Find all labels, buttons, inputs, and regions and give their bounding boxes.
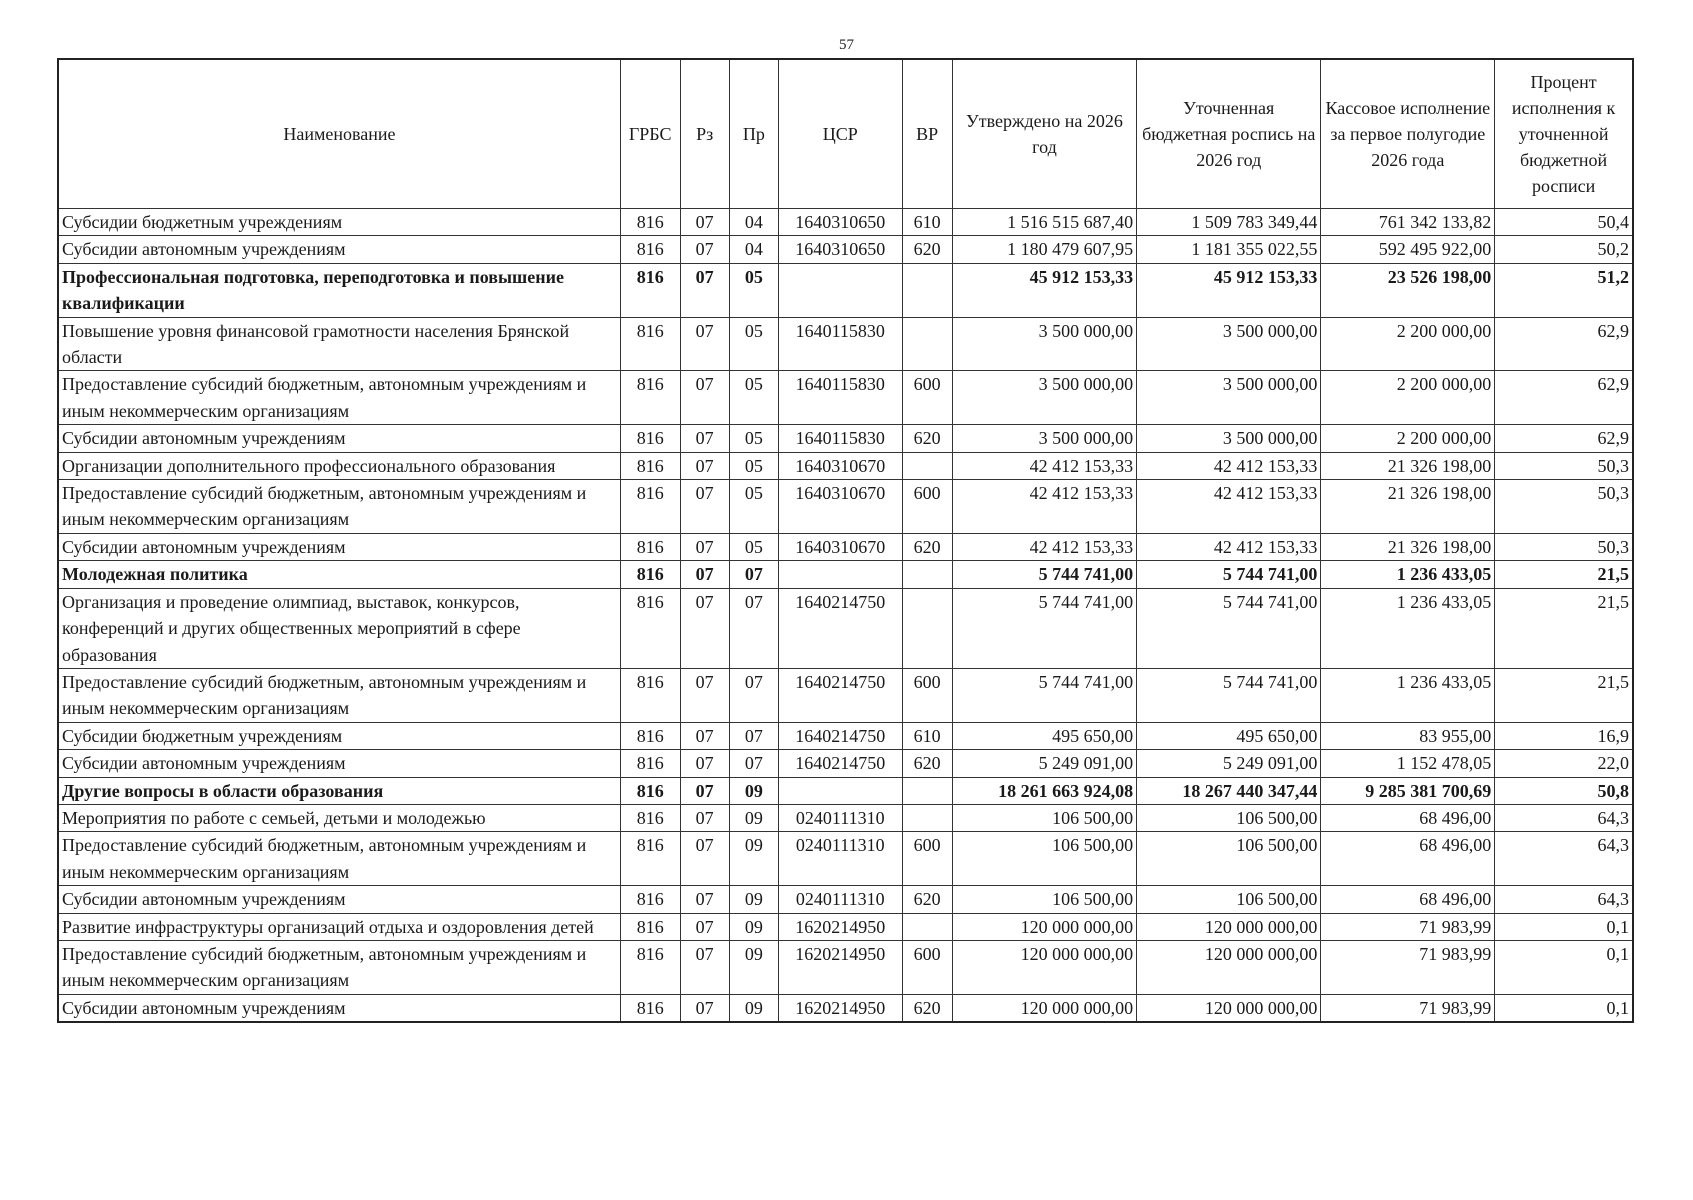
cell-csr: 1640310650 — [778, 209, 902, 236]
cell-refined: 1 509 783 349,44 — [1137, 209, 1321, 236]
cell-percent: 0,1 — [1495, 994, 1633, 1022]
cell-vr — [902, 804, 952, 831]
cell-csr — [778, 561, 902, 588]
cell-name: Мероприятия по работе с семьей, детьми и молодежью — [58, 804, 620, 831]
cell-cash: 71 983,99 — [1321, 994, 1495, 1022]
header-csr: ЦСР — [778, 59, 902, 209]
cell-percent: 64,3 — [1495, 886, 1633, 913]
cell-csr: 1640214750 — [778, 722, 902, 749]
table-row — [58, 588, 1633, 668]
cell-percent: 0,1 — [1495, 913, 1633, 940]
cell-grbs: 816 — [620, 425, 680, 452]
cell-vr — [902, 561, 952, 588]
cell-csr — [778, 263, 902, 317]
cell-refined: 42 412 153,33 — [1137, 480, 1321, 534]
cell-vr — [902, 777, 952, 804]
cell-percent: 22,0 — [1495, 750, 1633, 777]
cell-approved: 1 180 479 607,95 — [952, 236, 1136, 263]
cell-percent: 50,3 — [1495, 533, 1633, 560]
cell-approved: 18 261 663 924,08 — [952, 777, 1136, 804]
cell-rz: 07 — [680, 886, 729, 913]
cell-percent: 62,9 — [1495, 371, 1633, 425]
header-pr: Пр — [729, 59, 778, 209]
cell-percent: 21,5 — [1495, 561, 1633, 588]
cell-rz: 07 — [680, 425, 729, 452]
cell-grbs: 816 — [620, 777, 680, 804]
cell-name: Организации дополнительного профессионального образования — [58, 452, 620, 479]
cell-vr: 620 — [902, 425, 952, 452]
cell-refined: 5 744 741,00 — [1137, 588, 1321, 668]
cell-name: Предоставление субсидий бюджетным, автономным учреждениям и иным некоммерческим организациям — [58, 832, 620, 886]
cell-cash: 1 152 478,05 — [1321, 750, 1495, 777]
table-row — [58, 480, 1633, 534]
cell-name: Предоставление субсидий бюджетным, автономным учреждениям и иным некоммерческим организациям — [58, 940, 620, 994]
budget-table — [57, 58, 1634, 1023]
cell-cash: 68 496,00 — [1321, 832, 1495, 886]
cell-vr — [902, 452, 952, 479]
cell-pr: 05 — [729, 371, 778, 425]
cell-vr: 600 — [902, 940, 952, 994]
cell-csr: 0240111310 — [778, 886, 902, 913]
table-row — [58, 209, 1633, 236]
table-row — [58, 668, 1633, 722]
header-cash: Кассовое исполнение за первое полугодие 2026 года — [1321, 59, 1495, 209]
header-rz: Рз — [680, 59, 729, 209]
cell-cash: 71 983,99 — [1321, 940, 1495, 994]
cell-name: Предоставление субсидий бюджетным, автономным учреждениям и иным некоммерческим организациям — [58, 668, 620, 722]
cell-approved: 3 500 000,00 — [952, 371, 1136, 425]
header-refined: Уточненная бюджетная роспись на 2026 год — [1137, 59, 1321, 209]
cell-vr: 620 — [902, 886, 952, 913]
cell-pr: 05 — [729, 425, 778, 452]
cell-grbs: 816 — [620, 533, 680, 560]
cell-vr — [902, 317, 952, 371]
cell-refined: 3 500 000,00 — [1137, 317, 1321, 371]
cell-refined: 42 412 153,33 — [1137, 533, 1321, 560]
cell-cash: 21 326 198,00 — [1321, 533, 1495, 560]
cell-rz: 07 — [680, 209, 729, 236]
cell-grbs: 816 — [620, 588, 680, 668]
cell-name: Субсидии автономным учреждениям — [58, 533, 620, 560]
cell-approved: 106 500,00 — [952, 886, 1136, 913]
cell-csr: 1620214950 — [778, 913, 902, 940]
cell-percent: 50,8 — [1495, 777, 1633, 804]
cell-csr: 1620214950 — [778, 940, 902, 994]
page-number: 57 — [839, 37, 854, 53]
cell-approved: 3 500 000,00 — [952, 425, 1136, 452]
cell-name: Субсидии автономным учреждениям — [58, 886, 620, 913]
cell-name: Субсидии автономным учреждениям — [58, 750, 620, 777]
cell-name: Развитие инфраструктуры организаций отдыха и оздоровления детей — [58, 913, 620, 940]
cell-percent: 64,3 — [1495, 804, 1633, 831]
cell-pr: 09 — [729, 913, 778, 940]
cell-cash: 1 236 433,05 — [1321, 588, 1495, 668]
cell-pr: 07 — [729, 750, 778, 777]
cell-cash: 2 200 000,00 — [1321, 425, 1495, 452]
cell-percent: 62,9 — [1495, 425, 1633, 452]
cell-vr — [902, 913, 952, 940]
cell-percent: 50,3 — [1495, 452, 1633, 479]
cell-cash: 761 342 133,82 — [1321, 209, 1495, 236]
cell-name: Субсидии автономным учреждениям — [58, 425, 620, 452]
cell-pr: 05 — [729, 533, 778, 560]
cell-rz: 07 — [680, 533, 729, 560]
cell-vr — [902, 588, 952, 668]
cell-pr: 09 — [729, 886, 778, 913]
cell-cash: 1 236 433,05 — [1321, 668, 1495, 722]
cell-rz: 07 — [680, 588, 729, 668]
cell-approved: 120 000 000,00 — [952, 994, 1136, 1022]
table-row — [58, 425, 1633, 452]
cell-rz: 07 — [680, 994, 729, 1022]
cell-percent: 51,2 — [1495, 263, 1633, 317]
cell-vr: 600 — [902, 480, 952, 534]
cell-grbs: 816 — [620, 452, 680, 479]
table-row — [58, 886, 1633, 913]
cell-cash: 592 495 922,00 — [1321, 236, 1495, 263]
cell-rz: 07 — [680, 750, 729, 777]
cell-vr: 620 — [902, 533, 952, 560]
cell-cash: 83 955,00 — [1321, 722, 1495, 749]
cell-grbs: 816 — [620, 371, 680, 425]
header-approved: Утверждено на 2026 год — [952, 59, 1136, 209]
cell-refined: 5 744 741,00 — [1137, 668, 1321, 722]
cell-grbs: 816 — [620, 209, 680, 236]
cell-grbs: 816 — [620, 561, 680, 588]
cell-approved: 1 516 515 687,40 — [952, 209, 1136, 236]
cell-grbs: 816 — [620, 940, 680, 994]
cell-approved: 106 500,00 — [952, 804, 1136, 831]
cell-csr: 1640310670 — [778, 533, 902, 560]
cell-vr: 600 — [902, 832, 952, 886]
cell-refined: 42 412 153,33 — [1137, 452, 1321, 479]
cell-name: Молодежная политика — [58, 561, 620, 588]
cell-percent: 21,5 — [1495, 668, 1633, 722]
cell-csr: 1640115830 — [778, 371, 902, 425]
cell-grbs: 816 — [620, 832, 680, 886]
cell-csr: 1620214950 — [778, 994, 902, 1022]
cell-refined: 120 000 000,00 — [1137, 994, 1321, 1022]
cell-refined: 106 500,00 — [1137, 886, 1321, 913]
header-vr: ВР — [902, 59, 952, 209]
cell-percent: 62,9 — [1495, 317, 1633, 371]
cell-pr: 04 — [729, 236, 778, 263]
cell-name: Субсидии автономным учреждениям — [58, 236, 620, 263]
cell-rz: 07 — [680, 832, 729, 886]
cell-vr: 620 — [902, 994, 952, 1022]
cell-csr: 1640115830 — [778, 317, 902, 371]
cell-pr: 05 — [729, 452, 778, 479]
table-row — [58, 317, 1633, 371]
cell-approved: 495 650,00 — [952, 722, 1136, 749]
cell-refined: 495 650,00 — [1137, 722, 1321, 749]
cell-approved: 5 744 741,00 — [952, 588, 1136, 668]
cell-rz: 07 — [680, 940, 729, 994]
cell-csr: 0240111310 — [778, 804, 902, 831]
cell-rz: 07 — [680, 668, 729, 722]
cell-rz: 07 — [680, 317, 729, 371]
cell-percent: 50,2 — [1495, 236, 1633, 263]
cell-refined: 3 500 000,00 — [1137, 425, 1321, 452]
cell-refined: 5 249 091,00 — [1137, 750, 1321, 777]
cell-pr: 05 — [729, 480, 778, 534]
cell-rz: 07 — [680, 722, 729, 749]
cell-rz: 07 — [680, 804, 729, 831]
cell-refined: 45 912 153,33 — [1137, 263, 1321, 317]
cell-refined: 1 181 355 022,55 — [1137, 236, 1321, 263]
cell-approved: 5 249 091,00 — [952, 750, 1136, 777]
cell-cash: 71 983,99 — [1321, 913, 1495, 940]
cell-csr: 1640310670 — [778, 452, 902, 479]
cell-rz: 07 — [680, 371, 729, 425]
cell-rz: 07 — [680, 561, 729, 588]
cell-approved: 45 912 153,33 — [952, 263, 1136, 317]
cell-pr: 09 — [729, 832, 778, 886]
cell-vr: 610 — [902, 209, 952, 236]
cell-csr — [778, 777, 902, 804]
header-row — [58, 59, 1633, 209]
table-row — [58, 236, 1633, 263]
table-row — [58, 777, 1633, 804]
cell-cash: 23 526 198,00 — [1321, 263, 1495, 317]
cell-refined: 3 500 000,00 — [1137, 371, 1321, 425]
table-row — [58, 371, 1633, 425]
cell-pr: 05 — [729, 317, 778, 371]
cell-rz: 07 — [680, 777, 729, 804]
table-row — [58, 804, 1633, 831]
cell-percent: 50,4 — [1495, 209, 1633, 236]
table-row — [58, 722, 1633, 749]
table-row — [58, 994, 1633, 1022]
cell-rz: 07 — [680, 236, 729, 263]
cell-refined: 106 500,00 — [1137, 832, 1321, 886]
cell-csr: 1640115830 — [778, 425, 902, 452]
cell-grbs: 816 — [620, 722, 680, 749]
cell-cash: 2 200 000,00 — [1321, 371, 1495, 425]
cell-grbs: 816 — [620, 994, 680, 1022]
cell-cash: 1 236 433,05 — [1321, 561, 1495, 588]
cell-vr: 620 — [902, 236, 952, 263]
cell-cash: 9 285 381 700,69 — [1321, 777, 1495, 804]
table-row — [58, 452, 1633, 479]
cell-cash: 2 200 000,00 — [1321, 317, 1495, 371]
cell-vr: 600 — [902, 668, 952, 722]
cell-grbs: 816 — [620, 480, 680, 534]
table-row — [58, 750, 1633, 777]
cell-name: Повышение уровня финансовой грамотности населения Брянской области — [58, 317, 620, 371]
cell-approved: 5 744 741,00 — [952, 668, 1136, 722]
cell-vr: 600 — [902, 371, 952, 425]
cell-grbs: 816 — [620, 236, 680, 263]
cell-percent: 0,1 — [1495, 940, 1633, 994]
cell-csr: 0240111310 — [778, 832, 902, 886]
cell-vr: 610 — [902, 722, 952, 749]
cell-pr: 04 — [729, 209, 778, 236]
cell-name: Другие вопросы в области образования — [58, 777, 620, 804]
cell-approved: 42 412 153,33 — [952, 480, 1136, 534]
table-row — [58, 913, 1633, 940]
cell-vr: 620 — [902, 750, 952, 777]
cell-grbs: 816 — [620, 263, 680, 317]
cell-grbs: 816 — [620, 913, 680, 940]
cell-name: Предоставление субсидий бюджетным, автономным учреждениям и иным некоммерческим организациям — [58, 371, 620, 425]
table-row — [58, 940, 1633, 994]
cell-approved: 120 000 000,00 — [952, 913, 1136, 940]
cell-rz: 07 — [680, 263, 729, 317]
cell-pr: 07 — [729, 668, 778, 722]
cell-name: Субсидии бюджетным учреждениям — [58, 209, 620, 236]
cell-csr: 1640214750 — [778, 750, 902, 777]
cell-percent: 21,5 — [1495, 588, 1633, 668]
cell-approved: 42 412 153,33 — [952, 533, 1136, 560]
cell-refined: 120 000 000,00 — [1137, 913, 1321, 940]
cell-cash: 21 326 198,00 — [1321, 480, 1495, 534]
cell-approved: 106 500,00 — [952, 832, 1136, 886]
cell-grbs: 816 — [620, 804, 680, 831]
cell-refined: 18 267 440 347,44 — [1137, 777, 1321, 804]
cell-percent: 50,3 — [1495, 480, 1633, 534]
header-grbs: ГРБС — [620, 59, 680, 209]
cell-percent: 16,9 — [1495, 722, 1633, 749]
table-row — [58, 561, 1633, 588]
cell-cash: 68 496,00 — [1321, 804, 1495, 831]
cell-name: Предоставление субсидий бюджетным, автономным учреждениям и иным некоммерческим организациям — [58, 480, 620, 534]
cell-refined: 106 500,00 — [1137, 804, 1321, 831]
cell-rz: 07 — [680, 452, 729, 479]
cell-approved: 3 500 000,00 — [952, 317, 1136, 371]
cell-refined: 5 744 741,00 — [1137, 561, 1321, 588]
cell-approved: 120 000 000,00 — [952, 940, 1136, 994]
cell-name: Организация и проведение олимпиад, выставок, конкурсов, конференций и других общественных мероприятий в сфере образования — [58, 588, 620, 668]
cell-refined: 120 000 000,00 — [1137, 940, 1321, 994]
cell-pr: 05 — [729, 263, 778, 317]
table-row — [58, 832, 1633, 886]
cell-pr: 07 — [729, 588, 778, 668]
cell-percent: 64,3 — [1495, 832, 1633, 886]
cell-approved: 42 412 153,33 — [952, 452, 1136, 479]
cell-pr: 09 — [729, 777, 778, 804]
cell-csr: 1640310670 — [778, 480, 902, 534]
cell-csr: 1640214750 — [778, 668, 902, 722]
cell-pr: 09 — [729, 940, 778, 994]
table-row — [58, 533, 1633, 560]
cell-csr: 1640310650 — [778, 236, 902, 263]
cell-grbs: 816 — [620, 750, 680, 777]
table-row — [58, 263, 1633, 317]
cell-name: Профессиональная подготовка, переподготовка и повышение квалификации — [58, 263, 620, 317]
cell-name: Субсидии автономным учреждениям — [58, 994, 620, 1022]
cell-csr: 1640214750 — [778, 588, 902, 668]
cell-cash: 68 496,00 — [1321, 886, 1495, 913]
cell-pr: 07 — [729, 561, 778, 588]
cell-grbs: 816 — [620, 317, 680, 371]
cell-approved: 5 744 741,00 — [952, 561, 1136, 588]
cell-vr — [902, 263, 952, 317]
cell-cash: 21 326 198,00 — [1321, 452, 1495, 479]
cell-grbs: 816 — [620, 668, 680, 722]
header-name: Наименование — [58, 59, 620, 209]
cell-name: Субсидии бюджетным учреждениям — [58, 722, 620, 749]
cell-grbs: 816 — [620, 886, 680, 913]
cell-pr: 07 — [729, 722, 778, 749]
cell-rz: 07 — [680, 480, 729, 534]
table-body — [58, 209, 1633, 1023]
cell-pr: 09 — [729, 804, 778, 831]
cell-pr: 09 — [729, 994, 778, 1022]
cell-rz: 07 — [680, 913, 729, 940]
header-percent: Процент исполнения к уточненной бюджетной росписи — [1495, 59, 1633, 209]
